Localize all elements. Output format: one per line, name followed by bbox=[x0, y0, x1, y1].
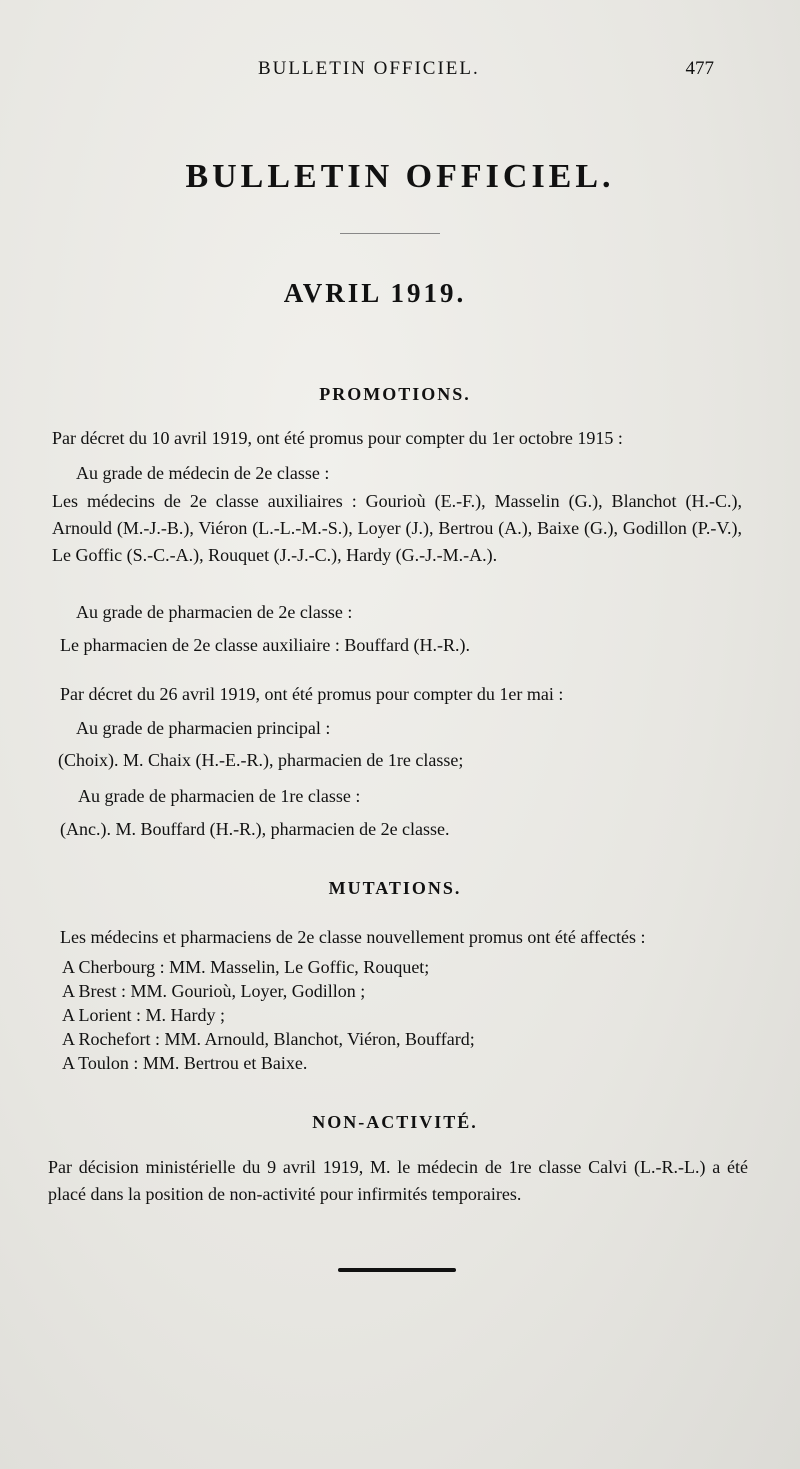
mutation-item: A Rochefort : MM. Arnould, Blanchot, Viéron, Bouffard; bbox=[62, 1029, 475, 1049]
grade-2-heading: Au grade de pharmacien de 2e classe : bbox=[76, 602, 353, 622]
decree-1: Par décret du 10 avril 1919, ont été promus pour compter du 1er octobre 1915 : bbox=[52, 428, 623, 448]
date-heading: AVRIL 1919. bbox=[283, 278, 467, 308]
non-activite-text: Par décision ministérielle du 9 avril 1919, M. le médecin de 1re classe Calvi (L.-R.-L.) a été placé dans la position de non-activité pour infirmités temporaires. bbox=[48, 1157, 748, 1204]
mutations-intro: Les médecins et pharmaciens de 2e classe nouvellement promus ont été affectés : bbox=[60, 927, 646, 947]
grade-2-text: Le pharmacien de 2e classe auxiliaire : Bouffard (H.-R.). bbox=[60, 635, 471, 655]
mutation-item: A Brest : MM. Gourioù, Loyer, Godillon ; bbox=[62, 981, 366, 1001]
page-number: 477 bbox=[685, 58, 714, 79]
running-head bbox=[0, 58, 800, 88]
mutations-heading: MUTATIONS. bbox=[328, 878, 462, 898]
grade-3-text: (Choix). M. Chaix (H.-E.-R.), pharmacien de 1re classe; bbox=[58, 750, 464, 770]
grade-4-text: (Anc.). M. Bouffard (H.-R.), pharmacien de 2e classe. bbox=[60, 819, 450, 839]
running-title: BULLETIN OFFICIEL. bbox=[258, 58, 480, 79]
end-rule bbox=[338, 1268, 456, 1272]
grade-3-heading: Au grade de pharmacien principal : bbox=[76, 718, 331, 738]
grade-1-text: Les médecins de 2e classe auxiliaires : Gourioù (E.-F.), Masselin (G.), Blanchot (H.-C.), Arnould (M.-J.-B.), Viéron (L.-L.-M.-S.), Loyer (J.), Bertrou (A.), Baixe (G.), Godillon (P.-V.), Le Goffic (S.-C.-A.), Rouquet (J.-J.-C.), Hardy (G.-J.-M.-A.). bbox=[52, 491, 742, 565]
title-divider bbox=[340, 233, 440, 234]
non-activite-heading: NON-ACTIVITÉ. bbox=[312, 1112, 478, 1132]
mutation-item: A Cherbourg : MM. Masselin, Le Goffic, Rouquet; bbox=[62, 957, 430, 977]
grade-4-heading: Au grade de pharmacien de 1re classe : bbox=[78, 786, 361, 806]
main-title: BULLETIN OFFICIEL. bbox=[185, 158, 615, 195]
promotions-heading: PROMOTIONS. bbox=[319, 384, 471, 404]
mutation-item: A Toulon : MM. Bertrou et Baixe. bbox=[62, 1053, 308, 1073]
grade-1-heading: Au grade de médecin de 2e classe : bbox=[76, 463, 330, 483]
mutation-item: A Lorient : M. Hardy ; bbox=[62, 1005, 225, 1025]
decree-2: Par décret du 26 avril 1919, ont été promus pour compter du 1er mai : bbox=[60, 684, 564, 704]
